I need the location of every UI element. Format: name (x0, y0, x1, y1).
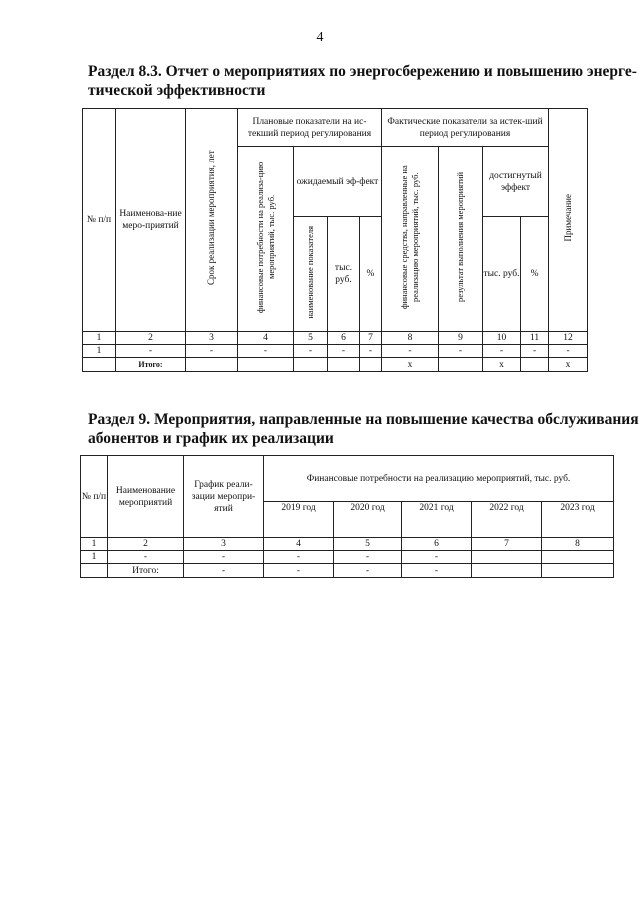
cell (83, 358, 116, 372)
header-fin-needs-text: финансовые потребности на реализа-цию мероприятий, тыс. руб. (254, 161, 276, 313)
cell (81, 564, 108, 578)
total-row (83, 358, 588, 372)
cell (294, 358, 328, 372)
col-number: 9 (439, 332, 483, 345)
header-schedule: График реали-зации меропри-ятий (184, 456, 264, 538)
cell: - (264, 564, 334, 578)
cell: - (439, 345, 483, 358)
cell (360, 358, 382, 372)
header-fin-needs (238, 147, 294, 332)
header-thous-rub: тыс. руб. (328, 217, 360, 332)
cell: x (549, 358, 588, 372)
cell: - (184, 551, 264, 564)
page-number: 4 (316, 30, 324, 45)
cell: - (382, 345, 439, 358)
service-quality-measures-table (80, 455, 614, 578)
header-planned: Плановые показатели на ис-текший период регулирования (238, 109, 382, 147)
cell: - (334, 564, 402, 578)
table-row (83, 345, 588, 358)
header-fin-spent (382, 147, 439, 332)
header-year: 2021 год (402, 502, 472, 538)
col-number: 4 (264, 538, 334, 551)
header-pct-2: % (521, 217, 549, 332)
header-achieved: достигнутый эффект (483, 147, 549, 217)
col-number: 8 (542, 538, 614, 551)
header-result (439, 147, 483, 332)
header-thous-rub-2: тыс. руб. (483, 217, 521, 332)
cell: - (186, 345, 238, 358)
col-number: 7 (472, 538, 542, 551)
header-year: 2022 год (472, 502, 542, 538)
cell (186, 358, 238, 372)
cell: - (264, 551, 334, 564)
cell: - (402, 564, 472, 578)
total-label: Итого: (108, 564, 184, 578)
header-indicator-name-text: наименование показателя (305, 225, 315, 319)
col-number: 10 (483, 332, 521, 345)
cell: - (483, 345, 521, 358)
cell: - (184, 564, 264, 578)
cell (542, 551, 614, 564)
header-expected: ожидаемый эф-фект (294, 147, 382, 217)
cell: x (483, 358, 521, 372)
cell: 1 (81, 551, 108, 564)
col-number: 5 (294, 332, 328, 345)
col-number: 8 (382, 332, 439, 345)
energy-saving-report-table (82, 108, 588, 372)
col-number: 3 (186, 332, 238, 345)
cell: - (360, 345, 382, 358)
col-number: 2 (116, 332, 186, 345)
cell: 1 (83, 345, 116, 358)
col-number: 6 (402, 538, 472, 551)
cell (521, 358, 549, 372)
col-number: 1 (83, 332, 116, 345)
section-8-3-title (88, 62, 637, 100)
section-9-title-line2: абонентов и график их реализации (88, 430, 334, 447)
col-number: 3 (184, 538, 264, 551)
cell: - (116, 345, 186, 358)
header-fin-spent-text: финансовые средства, направленные на реализацию мероприятий, тыс. руб. (399, 165, 420, 309)
header-note (549, 109, 588, 332)
section-9-title-line1: Раздел 9. Мероприятия, направленные на повышение качества обслуживания (88, 411, 639, 428)
col-number: 2 (108, 538, 184, 551)
cell: - (334, 551, 402, 564)
section-9-title (88, 410, 639, 448)
section-8-3-title-line1: Раздел 8.3. Отчет о мероприятиях по энергосбережению и повышению энерге- (88, 63, 637, 80)
cell (542, 564, 614, 578)
header-year: 2020 год (334, 502, 402, 538)
header-indicator-name (294, 217, 328, 332)
col-number: 11 (521, 332, 549, 345)
header-actual: Фактические показатели за истек-ший период регулирования (382, 109, 549, 147)
section-8-3-title-line2: тической эффективности (88, 82, 266, 99)
cell (472, 551, 542, 564)
header-name: Наименова-ние меро-приятий (116, 109, 186, 332)
cell: x (382, 358, 439, 372)
cell: - (328, 345, 360, 358)
header-year: 2019 год (264, 502, 334, 538)
col-number: 5 (334, 538, 402, 551)
header-fin-needs: Финансовые потребности на реализацию мероприятий, тыс. руб. (264, 456, 614, 502)
cell: - (402, 551, 472, 564)
column-numbers-row (81, 538, 614, 551)
col-number: 4 (238, 332, 294, 345)
col-number: 1 (81, 538, 108, 551)
header-note-text: Примечание (562, 194, 573, 242)
header-year: 2023 год (542, 502, 614, 538)
cell (238, 358, 294, 372)
table-row (81, 551, 614, 564)
cell: - (108, 551, 184, 564)
header-term (186, 109, 238, 332)
header-num: № п/п (81, 456, 108, 538)
header-result-text: результат выполнения мероприятий (455, 172, 465, 303)
cell: - (549, 345, 588, 358)
total-label: Итого: (116, 358, 186, 372)
cell (472, 564, 542, 578)
header-term-text: Срок реализации мероприятия, лет (206, 150, 216, 286)
header-pct: % (360, 217, 382, 332)
col-number: 7 (360, 332, 382, 345)
cell (328, 358, 360, 372)
header-num: № п/п (83, 109, 116, 332)
cell: - (294, 345, 328, 358)
col-number: 6 (328, 332, 360, 345)
cell (439, 358, 483, 372)
cell: - (521, 345, 549, 358)
col-number: 12 (549, 332, 588, 345)
total-row (81, 564, 614, 578)
cell: - (238, 345, 294, 358)
column-numbers-row (83, 332, 588, 345)
header-name: Наименование мероприятий (108, 456, 184, 538)
